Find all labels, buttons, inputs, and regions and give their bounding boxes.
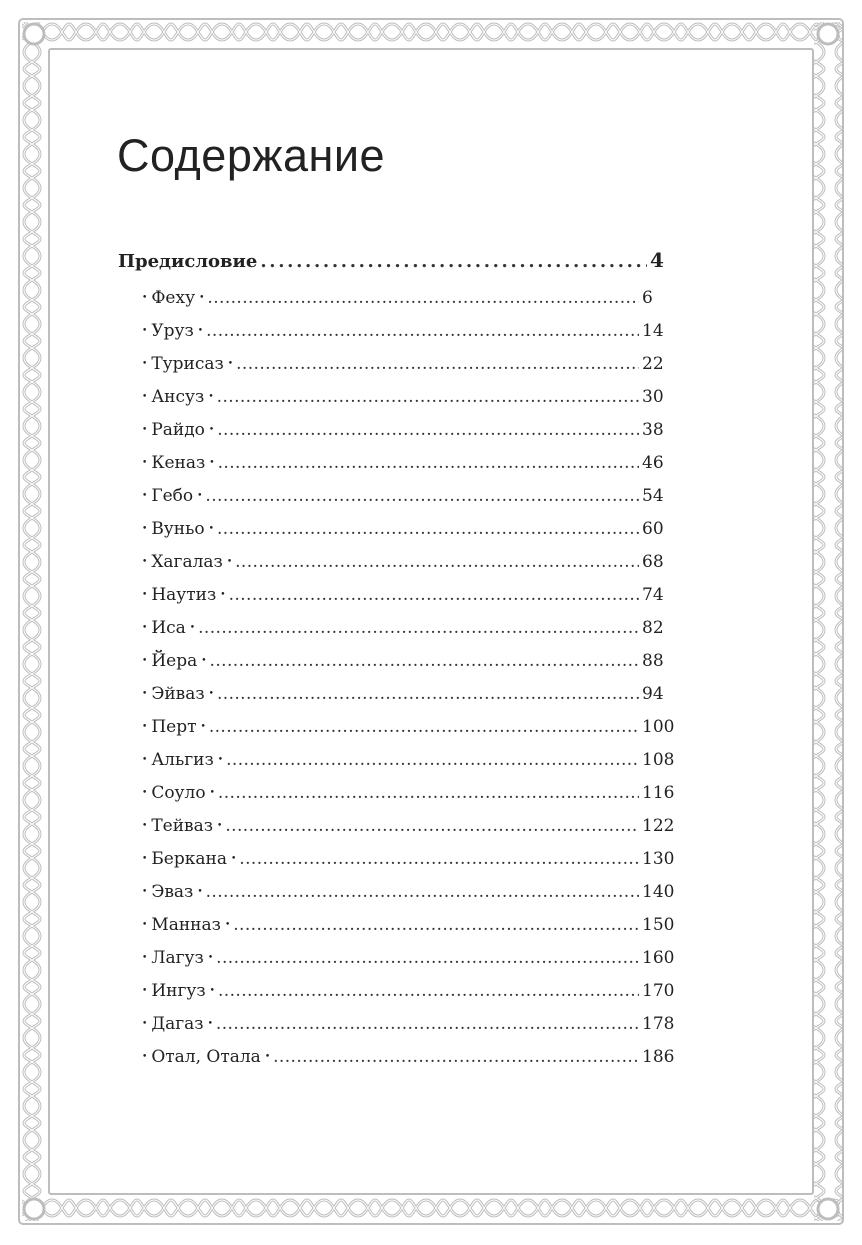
toc-entry-page: 178 — [642, 1014, 675, 1034]
bullet-dot: • — [142, 920, 148, 930]
dot-leader — [217, 420, 639, 440]
toc-entry-page: 6 — [642, 288, 653, 308]
toc-entry[interactable] — [118, 321, 686, 354]
dot-leader — [217, 519, 639, 539]
bullet-dot: • — [142, 821, 148, 831]
bullet-dot: • — [142, 854, 148, 864]
bullet-dot: • — [197, 326, 204, 336]
dot-leader — [205, 486, 639, 506]
toc-entry-page: 46 — [642, 453, 664, 473]
bullet-dot: • — [142, 1052, 148, 1062]
bullet-dot: • — [142, 425, 148, 435]
bullet-dot: • — [226, 557, 233, 567]
dot-leader — [216, 1014, 639, 1034]
toc-entry-label: Соуло — [151, 783, 206, 803]
dot-leader — [218, 453, 639, 473]
dot-leader — [226, 750, 639, 770]
dot-leader — [236, 354, 639, 374]
toc-entry-page: 22 — [642, 354, 664, 374]
toc-entry-label: Альгиз — [151, 750, 214, 770]
toc-entry[interactable] — [118, 552, 686, 585]
toc-entry[interactable] — [118, 948, 686, 981]
dot-leader — [260, 251, 647, 272]
dot-leader — [198, 618, 639, 638]
bullet-dot: • — [209, 986, 215, 996]
toc-entry-page: 160 — [642, 948, 675, 968]
toc-entry[interactable] — [118, 1047, 686, 1080]
bullet-dot: • — [264, 1052, 271, 1062]
bullet-dot: • — [142, 326, 148, 336]
bullet-dot: • — [142, 755, 148, 765]
bullet-dot: • — [209, 788, 215, 798]
toc-entry[interactable] — [118, 486, 686, 519]
toc-entry-label: Йера — [151, 651, 198, 671]
bullet-dot: • — [208, 392, 214, 402]
dot-leader — [216, 948, 639, 968]
dot-leader — [210, 651, 639, 671]
toc-entry-page: 54 — [642, 486, 664, 506]
toc-entry[interactable] — [118, 420, 686, 453]
toc-entry-page: 4 — [650, 248, 664, 272]
toc-entry[interactable] — [118, 882, 686, 915]
toc-entry-label: Дагаз — [151, 1014, 204, 1034]
bullet-dot: • — [142, 359, 148, 369]
toc-entry[interactable] — [118, 618, 686, 651]
toc-entry[interactable] — [118, 1014, 686, 1047]
bullet-dot: • — [142, 458, 148, 468]
toc-entry-page: 38 — [642, 420, 664, 440]
toc-entry[interactable] — [118, 519, 686, 552]
toc-entry-page: 94 — [642, 684, 664, 704]
toc-entry-label: Наутиз — [151, 585, 217, 605]
bullet-dot: • — [208, 425, 215, 435]
toc-entry[interactable] — [118, 585, 686, 618]
bullet-dot: • — [142, 491, 148, 501]
bullet-dot: • — [201, 656, 207, 666]
toc-entry-label: Лагуз — [151, 948, 204, 968]
bullet-dot: • — [207, 953, 214, 963]
toc-entry[interactable] — [118, 816, 686, 849]
toc-entry-label: Кеназ — [151, 453, 206, 473]
toc-entry-page: 74 — [642, 585, 664, 605]
toc-entry-page: 122 — [642, 816, 675, 836]
dot-leader — [239, 849, 639, 869]
toc-entry[interactable] — [118, 387, 686, 420]
toc-entry-page: 88 — [642, 651, 664, 671]
toc-entry-label: Гебо — [151, 486, 194, 506]
toc-entry-label: Манназ — [151, 915, 221, 935]
bullet-dot: • — [199, 293, 205, 303]
toc-entry[interactable] — [118, 849, 686, 882]
bullet-dot: • — [142, 623, 148, 633]
bullet-dot: • — [217, 755, 224, 765]
bullet-dot: • — [142, 689, 148, 699]
toc-entry-label: Иса — [151, 618, 186, 638]
toc-entry-label: Ансуз — [151, 387, 205, 407]
bullet-dot: • — [142, 722, 148, 732]
bullet-dot: • — [142, 392, 148, 402]
toc-entry-page: 150 — [642, 915, 675, 935]
bullet-dot: • — [209, 458, 215, 468]
bullet-dot: • — [217, 821, 223, 831]
toc-entry-label: Отал, Отала — [151, 1047, 261, 1067]
toc-entry[interactable] — [118, 453, 686, 486]
bullet-dot: • — [197, 491, 203, 501]
bullet-dot: • — [189, 623, 196, 633]
bullet-dot: • — [207, 1019, 213, 1029]
bullet-dot: • — [142, 887, 148, 897]
toc-entry[interactable] — [118, 354, 686, 387]
toc-entry-label: Перт — [151, 717, 197, 737]
toc-entry-label: Хагалаз — [151, 552, 223, 572]
bullet-dot: • — [142, 656, 148, 666]
toc-entry-label: Предисловие — [118, 251, 258, 272]
toc-entry-page: 108 — [642, 750, 675, 770]
dot-leader — [233, 915, 639, 935]
toc-entry-page: 68 — [642, 552, 664, 572]
bullet-dot: • — [142, 953, 148, 963]
toc-entry-page: 100 — [642, 717, 675, 737]
toc-entry[interactable] — [118, 651, 686, 684]
bullet-dot: • — [230, 854, 237, 864]
page-title: Содержание — [117, 130, 385, 181]
toc-entry-label: Вуньо — [151, 519, 205, 539]
toc-entry-page: 116 — [642, 783, 675, 803]
dot-leader — [273, 1047, 639, 1067]
toc-entry-page: 140 — [642, 882, 675, 902]
toc-entry[interactable] — [118, 684, 686, 717]
bullet-dot: • — [208, 524, 214, 534]
toc-entry[interactable] — [118, 750, 686, 783]
toc-entry-page: 130 — [642, 849, 675, 869]
bullet-dot: • — [142, 590, 148, 600]
toc-entry-page: 60 — [642, 519, 664, 539]
toc-entry[interactable] — [118, 915, 686, 948]
bullet-dot: • — [227, 359, 234, 369]
dot-leader — [217, 684, 639, 704]
dot-leader — [206, 882, 639, 902]
toc-entry-label: Эваз — [151, 882, 194, 902]
toc-entry-label: Райдо — [151, 420, 205, 440]
bullet-dot: • — [142, 1019, 148, 1029]
toc-entry[interactable] — [118, 981, 686, 1014]
dot-leader — [209, 717, 639, 737]
bullet-dot: • — [200, 722, 206, 732]
bullet-dot: • — [208, 689, 214, 699]
dot-leader — [206, 321, 639, 341]
toc-entry-page: 30 — [642, 387, 664, 407]
toc-entry-page: 82 — [642, 618, 664, 638]
bullet-dot: • — [220, 590, 226, 600]
toc-entry-label: Эйваз — [151, 684, 205, 704]
toc-entry[interactable] — [118, 288, 686, 321]
bullet-dot: • — [197, 887, 203, 897]
toc-entry-label: Турисаз — [151, 354, 224, 374]
toc-entry-label: Уруз — [151, 321, 194, 341]
toc-entry-page: 186 — [642, 1047, 675, 1067]
table-of-contents — [118, 248, 686, 1080]
dot-leader — [207, 288, 639, 308]
dot-leader — [225, 816, 639, 836]
toc-entry-label: Ингуз — [151, 981, 206, 1001]
toc-entry[interactable] — [118, 783, 686, 816]
dot-leader — [217, 387, 639, 407]
bullet-dot: • — [142, 986, 148, 996]
dot-leader — [218, 981, 639, 1001]
dot-leader — [235, 552, 639, 572]
toc-entry-label: Беркана — [151, 849, 227, 869]
bullet-dot: • — [142, 788, 148, 798]
toc-entry-page: 170 — [642, 981, 675, 1001]
toc-entries-list — [118, 288, 686, 1080]
toc-entry-label: Тейваз — [151, 816, 214, 836]
toc-entry-preface[interactable] — [118, 248, 686, 288]
toc-entry-page: 14 — [642, 321, 664, 341]
dot-leader — [229, 585, 639, 605]
bullet-dot: • — [142, 524, 148, 534]
bullet-dot: • — [142, 293, 148, 303]
toc-entry-label: Феху — [151, 288, 196, 308]
dot-leader — [218, 783, 639, 803]
toc-entry[interactable] — [118, 717, 686, 750]
bullet-dot: • — [142, 557, 148, 567]
bullet-dot: • — [224, 920, 231, 930]
